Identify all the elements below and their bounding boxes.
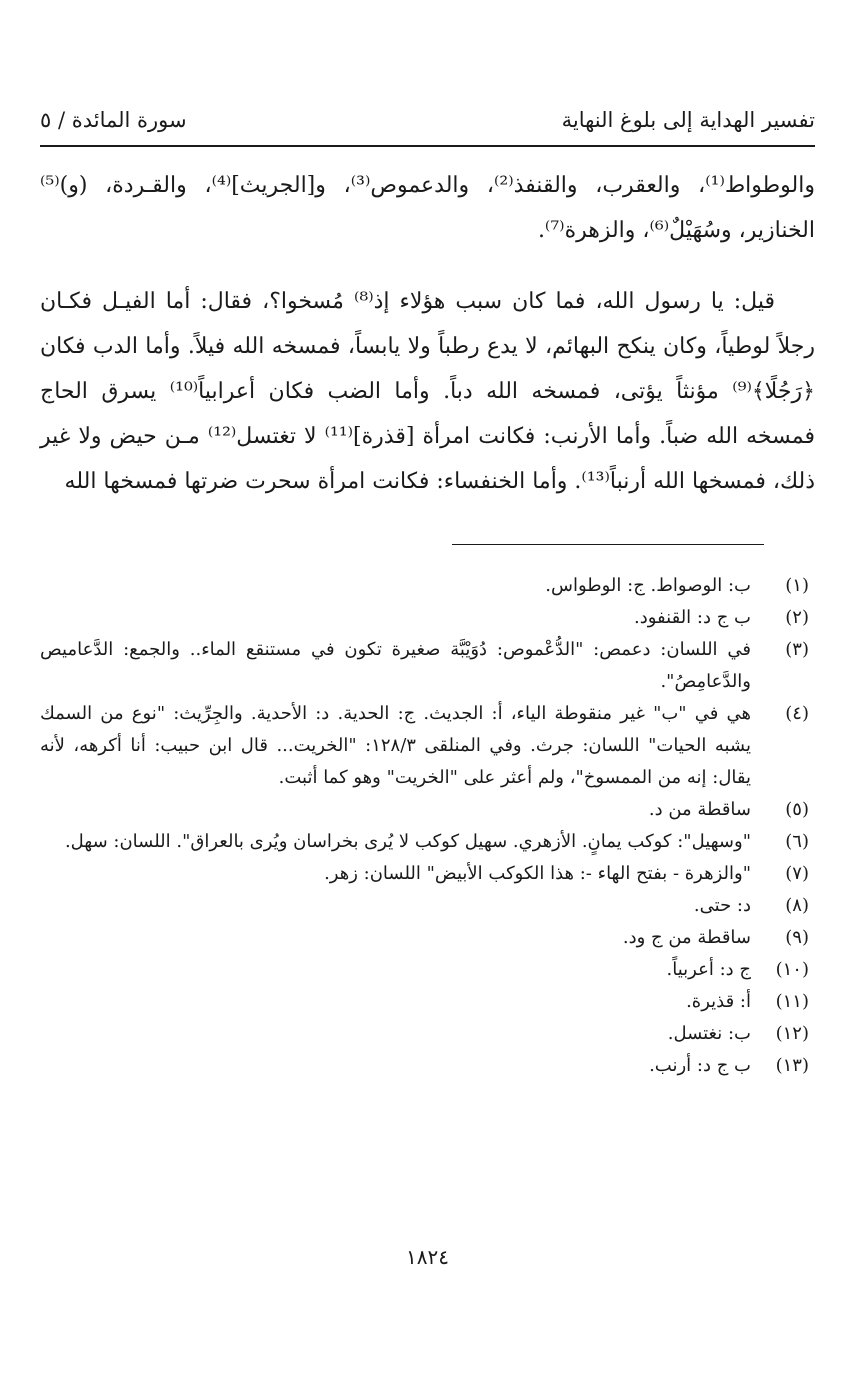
footnote-number: (١٢) [775, 1023, 809, 1044]
footnote-text: ب: نغتسل. [667, 1023, 751, 1044]
page-number: ١٨٢٤ [406, 1245, 449, 1269]
footnote-number: (٦) [785, 831, 809, 852]
footnote [40, 890, 815, 922]
surah-label: سورة المائدة / ٥ [40, 108, 187, 132]
footnotes [40, 570, 815, 1082]
running-header [40, 104, 815, 144]
book-title: تفسير الهداية إلى بلوغ النهاية [561, 108, 815, 132]
footnote [40, 986, 815, 1018]
footnote-divider [452, 544, 764, 545]
footnote-number: (٣) [785, 639, 809, 660]
footnote-text: ب: الوصواط. ج: الوطواس. [545, 575, 751, 596]
footnote-number: (١٣) [775, 1055, 809, 1076]
footnote-number: (٧) [785, 863, 809, 884]
footnote-text: هي في "ب" غير منقوطة الياء، أ: الجديث. ج: الحدية. د: الأحدية. والجِرِّيث: "نوع من السمك يشبه الحيات" اللسان: جرث. وفي المنلقى ١٢٨/٣: "الخريت... قال ابن حبيب: أنا أكرهه، لأنه يقال: إنه من الممسوخ"، ولم أعثر على "الخريت" وهو كما أثبت. [40, 703, 751, 788]
footnote-text: أ: قذيرة. [686, 991, 751, 1012]
footnote-text: ساقطة من ج ود. [622, 927, 751, 948]
footnote-text: ساقطة من د. [648, 799, 751, 820]
footnote-text: ج د: أعربياً. [666, 959, 751, 980]
main-paragraph-1: والوطواط⁽¹⁾، والعقرب، والقنفذ⁽²⁾، والدعموص⁽³⁾، و[الجريث]⁽⁴⁾، والقـردة، (و)⁽⁵⁾ الخنازير، وسُهَيْلٌ⁽⁶⁾، والزهرة⁽⁷⁾. [40, 173, 815, 243]
footnote-number: (٨) [785, 895, 809, 916]
footnote-number: (١٠) [775, 959, 809, 980]
footnote [40, 858, 815, 890]
footnote [40, 698, 815, 794]
footnote-number: (٥) [785, 799, 809, 820]
footnote [40, 602, 815, 634]
header-divider [40, 145, 815, 147]
footnote-text: د: حتى. [693, 895, 751, 916]
footnote-number: (٩) [785, 927, 809, 948]
footnote-number: (١) [785, 575, 809, 596]
footnote-number: (٤) [785, 703, 809, 724]
footnote-number: (٢) [785, 607, 809, 628]
main-text [40, 163, 815, 504]
footnote [40, 1050, 815, 1082]
footnote-text: ب ج د: القنفود. [634, 607, 751, 628]
footnote-text: "وسهيل": كوكب يمانٍ. الأزهري. سهيل كوكب لا يُرى بخراسان ويُرى بالعراق". اللسان: سهل. [64, 831, 751, 852]
footnote-number: (١١) [775, 991, 809, 1012]
footnote [40, 954, 815, 986]
footnote [40, 826, 815, 858]
footnote-text: في اللسان: دعمص: "الدُّعْموص: دُوَيْبَّة صغيرة تكون في مستنقع الماء.. والجمع: الدَّعاميص والدَّعامِصُ". [40, 639, 751, 692]
footnote-text: ب ج د: أرنب. [649, 1055, 751, 1076]
main-paragraph-2: قيل: يا رسول الله، فما كان سبب هؤلاء إذ⁽⁸⁾ مُسخوا؟، فقال: أما الفيـل فكـان رجلاً لوطياً، وكان ينكح البهائم، لا يدع رطباً ولا يابساً، فمسخه الله فيلاً. وأما الدب فكان ﴿رَجُلًا﴾⁽⁹⁾ مؤنثاً يؤتى، فمسخه الله دباً. وأما الضب فكان أعرابياً⁽¹⁰⁾ يسرق الحاج فمسخه الله ضباً. وأما الأرنب: فكانت امرأة [قذرة]⁽¹¹⁾ لا تغتسل⁽¹²⁾ مـن حيض ولا غير ذلك، فمسخها الله أرنباً⁽¹³⁾. وأما الخنفساء: فكانت امرأة سحرت ضرتها فمسخها الله [40, 289, 815, 494]
footnote [40, 922, 815, 954]
footnote-text: "والزهرة - بفتح الهاء -: هذا الكوكب الأبيض" اللسان: زهر. [324, 863, 751, 884]
footnote [40, 794, 815, 826]
footnote [40, 570, 815, 602]
footnote [40, 634, 815, 698]
footnote [40, 1018, 815, 1050]
